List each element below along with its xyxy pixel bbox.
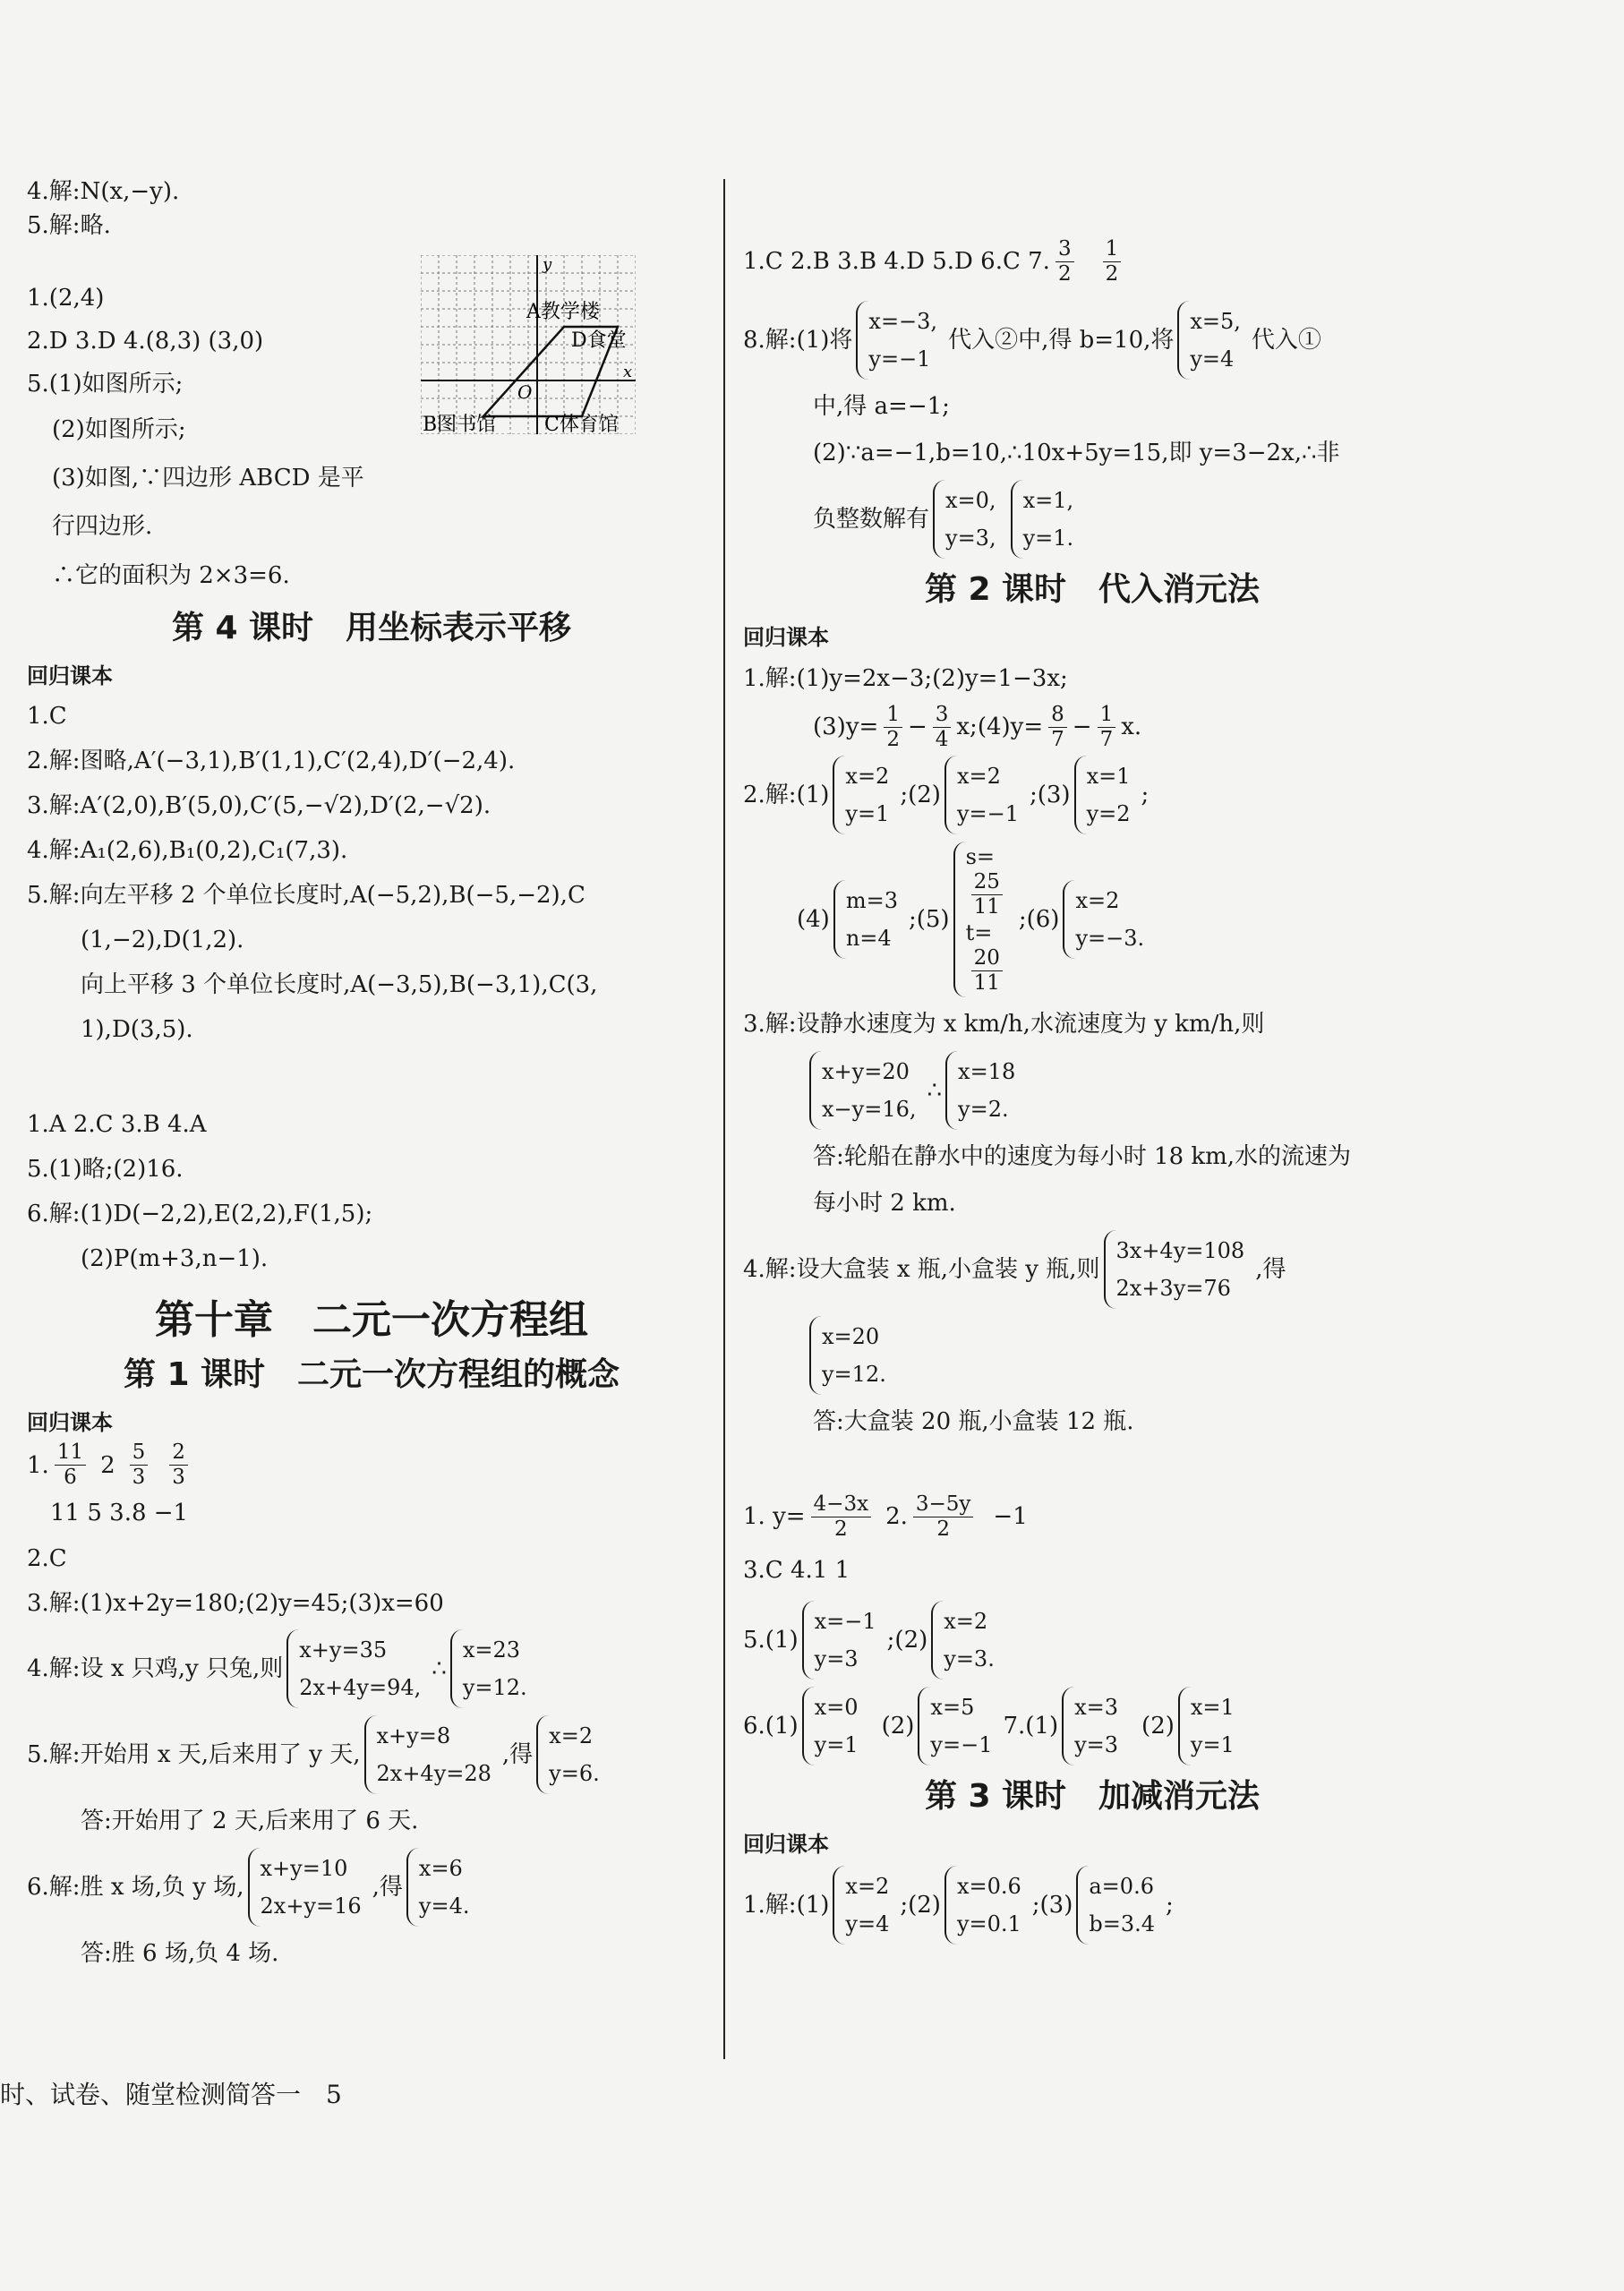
lesson-title: 第 3 课时 加减消元法 <box>924 1778 1261 1815</box>
equation-system: x=1, y=1. <box>1011 480 1081 559</box>
text: ;(2) <box>900 782 941 808</box>
answer-line: 1.解:(1)y=2x−3;(2)y=1−3x; <box>743 665 1068 692</box>
answer-line: 5.(1)略;(2)16. <box>27 1156 184 1183</box>
answer-line: 3.解:设静水速度为 x km/h,水流速度为 y km/h,则 <box>743 1011 1265 1038</box>
text: x. <box>1121 714 1142 740</box>
equation-system: x=0, y=3, <box>933 480 1004 559</box>
answer-line: 向上平移 3 个单位长度时,A(−3,5),B(−3,1),C(3, <box>81 971 598 998</box>
text: ; <box>1141 782 1150 808</box>
equation-system: x=5, y=4 <box>1177 301 1248 380</box>
section-label: 回归课本 <box>743 625 829 650</box>
equation-system: x=5 y=−1 <box>918 1687 999 1765</box>
coordinate-figure <box>421 255 636 434</box>
equation-system: x=1 y=1 <box>1178 1687 1242 1765</box>
text: ;(3) <box>1031 1892 1073 1919</box>
page-footer: 时、试卷、随堂检测简答一 5 <box>0 2080 342 2109</box>
answer-line: 11 5 3.8 −1 <box>50 1500 189 1526</box>
answer-line: 4.解:N(x,−y). <box>27 178 180 205</box>
equation-system: x=2 y=3. <box>931 1601 1002 1680</box>
answer-line: 3.解:A′(2,0),B′(5,0),C′(5,−√2),D′(2,−√2). <box>27 792 491 819</box>
text: (2) <box>881 1713 915 1740</box>
text: 1.C 2.B 3.B 4.D 5.D 6.C 7. <box>743 248 1050 275</box>
answer-line: 6.解:(1)D(−2,2),E(2,2),F(1,5); <box>27 1201 373 1227</box>
answer-line: 1.(2,4) <box>27 285 105 312</box>
equation-system: a=0.6 b=3.4 <box>1076 1866 1162 1945</box>
equation-system: x=6 y=4. <box>406 1848 477 1927</box>
text: −1 <box>993 1503 1028 1530</box>
text: ;(2) <box>886 1627 928 1654</box>
answer-line: 1.C <box>27 703 67 730</box>
answer-line: 2.解:图略,A′(−3,1),B′(1,1),C′(2,4),D′(−2,4). <box>27 748 516 774</box>
text: 1.解:(1) <box>743 1892 830 1919</box>
fraction: $\frac{4-3x}{2}$ <box>811 1492 872 1542</box>
fraction: $\frac{1}{7}$ <box>1098 703 1116 752</box>
label-b: B图书馆 <box>423 414 497 434</box>
answer-line: 每小时 2 km. <box>813 1190 956 1217</box>
text: (4) <box>797 906 830 933</box>
fraction: $\frac{8}{7}$ <box>1048 703 1067 752</box>
answer-line <box>743 702 1441 752</box>
text: 5.解:开始用 x 天,后来用了 y 天, <box>27 1741 361 1768</box>
text: (3)y= <box>813 714 879 740</box>
answer-line <box>27 1844 716 1930</box>
equation-system: x+y=35 2x+4y=94, <box>286 1629 428 1708</box>
fraction: $\frac{1}{2}$ <box>1103 237 1122 286</box>
answer-line: 2.C <box>27 1545 67 1572</box>
text: 5.(1) <box>743 1627 799 1654</box>
answer-line <box>743 1490 1441 1543</box>
fraction: $\frac{3-5y}{2}$ <box>913 1492 974 1542</box>
answer-line: 答:开始用了 2 天,后来用了 6 天. <box>81 1808 419 1834</box>
answer-line: 答:大盒装 20 瓶,小盒装 12 瓶. <box>813 1408 1134 1435</box>
equation-system: x=2 y=4 <box>833 1866 896 1945</box>
answer-line <box>743 235 1441 288</box>
text: ∴ <box>927 1077 943 1104</box>
answer-line: 5.解:略. <box>27 212 111 239</box>
answer-line <box>743 1597 1441 1683</box>
fraction: $\frac{5}{3}$ <box>130 1440 149 1490</box>
text: 6.(1) <box>743 1713 799 1740</box>
answer-line <box>743 838 1441 1001</box>
text: 4.解:设 x 只鸡,y 只兔,则 <box>27 1655 284 1682</box>
equation-system: x+y=10 2x+y=16 <box>248 1848 369 1927</box>
section-label: 回归课本 <box>27 663 113 688</box>
answer-line: 5.解:向左平移 2 个单位长度时,A(−5,2),B(−5,−2),C <box>27 882 585 909</box>
chapter-title: 第十章 二元一次方程组 <box>155 1297 588 1343</box>
fraction: 25 11 <box>971 870 1003 919</box>
answer-line <box>743 297 1441 383</box>
answer-line <box>743 1312 1441 1398</box>
right-column <box>743 235 1441 1948</box>
text: 1. <box>27 1451 49 1479</box>
label-x: x <box>623 363 633 381</box>
text: ;(6) <box>1018 906 1060 933</box>
answer-line: 答:轮船在静水中的速度为每小时 18 km,水的流速为 <box>813 1143 1352 1170</box>
equation-system: x=0 y=1 <box>802 1687 866 1765</box>
equation-system: x=2 y=6. <box>536 1715 607 1794</box>
text: ,得 <box>372 1874 403 1901</box>
column-divider <box>723 179 725 2059</box>
answer-line <box>27 1440 716 1490</box>
equation-system <box>953 842 1015 997</box>
text: ,得 <box>501 1741 534 1768</box>
equation-system: x+y=8 2x+4y=28 <box>364 1715 499 1794</box>
text: t= <box>965 920 993 945</box>
answer-line: 行四边形. <box>52 513 153 540</box>
equation-system: x=0.6 y=0.1 <box>944 1866 1029 1945</box>
answer-line: 2.D 3.D 4.(8,3) (3,0) <box>27 328 264 355</box>
answer-line: 1.A 2.C 3.B 4.A <box>27 1111 207 1138</box>
text: − <box>907 714 927 740</box>
answer-line: 5.(1)如图所示; <box>27 371 184 398</box>
equation-system: x=23 y=12. <box>450 1629 534 1708</box>
text: ,得 <box>1255 1256 1286 1283</box>
text: 2 <box>100 1451 115 1479</box>
answer-line: 3.解:(1)x+2y=180;(2)y=45;(3)x=60 <box>27 1590 444 1617</box>
answer-line <box>27 1626 716 1712</box>
answer-line <box>743 476 1441 562</box>
answer-line: ∴它的面积为 2×3=6. <box>52 562 290 589</box>
equation-system: x=2 y=−3. <box>1063 880 1151 959</box>
text: 代入① <box>1251 327 1321 354</box>
equation-system: x=18 y=2. <box>945 1051 1022 1130</box>
equation-system: x=20 y=12. <box>809 1316 893 1395</box>
fraction: $\frac{2}{3}$ <box>169 1440 188 1490</box>
text: 7.(1) <box>1003 1713 1059 1740</box>
text: 4.解:设大盒装 x 瓶,小盒装 y 瓶,则 <box>743 1256 1100 1283</box>
label-a: A教学楼 <box>526 301 600 323</box>
text: ;(2) <box>900 1892 941 1919</box>
equation-system: x=−1 y=3 <box>802 1601 884 1680</box>
lesson-title: 第 1 课时 二元一次方程组的概念 <box>123 1356 620 1393</box>
lesson-title: 第 2 课时 代入消元法 <box>924 571 1261 608</box>
fraction: $\frac{11}{6}$ <box>55 1440 86 1490</box>
text: 6.解:胜 x 场,负 y 场, <box>27 1874 244 1901</box>
equation-system: x+y=20 x−y=16, <box>809 1051 923 1130</box>
equation-system: m=3 n=4 <box>833 880 905 959</box>
text: ∴ <box>432 1655 447 1682</box>
text: 1. y= <box>743 1503 806 1530</box>
answer-line: (2)如图所示; <box>52 416 186 443</box>
answer-line <box>743 1227 1441 1312</box>
text: ; <box>1166 1892 1174 1919</box>
fraction: $\frac{1}{2}$ <box>884 703 902 752</box>
equation-system: x=−3, y=−1 <box>856 301 944 380</box>
lesson-title: 第 4 课时 用坐标表示平移 <box>171 610 572 646</box>
answer-line <box>743 752 1441 838</box>
text: 代入②中,得 b=10,将 <box>948 327 1175 354</box>
answer-line <box>743 1683 1441 1769</box>
answer-line <box>27 1712 716 1798</box>
answer-line <box>743 1862 1441 1948</box>
answer-line: (3)如图,∵四边形 ABCD 是平 <box>52 465 364 492</box>
text: ;(3) <box>1029 782 1071 808</box>
text: − <box>1072 714 1092 740</box>
text: 负整数解有 <box>813 506 930 533</box>
answer-line: 中,得 a=−1; <box>813 393 950 420</box>
text: ;(5) <box>908 906 950 933</box>
answer-line: 3.C 4.1 1 <box>743 1557 850 1584</box>
answer-line: 1),D(3,5). <box>81 1016 193 1043</box>
answer-line: (2)∵a=−1,b=10,∴10x+5y=15,即 y=3−2x,∴非 <box>813 440 1340 466</box>
answer-line: (2)P(m+3,n−1). <box>81 1245 269 1272</box>
text: (2) <box>1141 1713 1175 1740</box>
text: x;(4)y= <box>956 714 1044 740</box>
text: 2.解:(1) <box>743 782 830 808</box>
fraction: $\frac{3}{2}$ <box>1056 237 1074 286</box>
label-y: y <box>543 255 552 274</box>
text: 8.解:(1)将 <box>743 327 853 354</box>
label-c: C体育馆 <box>544 414 619 434</box>
equation-system: x=3 y=3 <box>1062 1687 1125 1765</box>
fraction: $\frac{3}{4}$ <box>933 703 952 752</box>
equation-system: x=2 y=1 <box>833 756 896 834</box>
text: s= <box>965 844 996 869</box>
fraction: 20 11 <box>971 946 1003 996</box>
answer-line: (1,−2),D(1,2). <box>81 927 244 953</box>
label-d: D食堂 <box>571 329 627 352</box>
answer-line: 答:胜 6 场,负 4 场. <box>81 1940 279 1967</box>
equation-system: x=2 y=−1 <box>944 756 1026 834</box>
section-label: 回归课本 <box>743 1832 829 1857</box>
text: 2. <box>885 1503 908 1530</box>
label-o: O <box>517 381 533 403</box>
answer-line: 4.解:A₁(2,6),B₁(0,2),C₁(7,3). <box>27 837 348 864</box>
left-column <box>27 175 716 1977</box>
equation-system: 3x+4y=108 2x+3y=76 <box>1104 1230 1252 1309</box>
section-label: 回归课本 <box>27 1410 113 1435</box>
answer-line <box>743 1047 1441 1133</box>
equation-system: x=1 y=2 <box>1074 756 1138 834</box>
